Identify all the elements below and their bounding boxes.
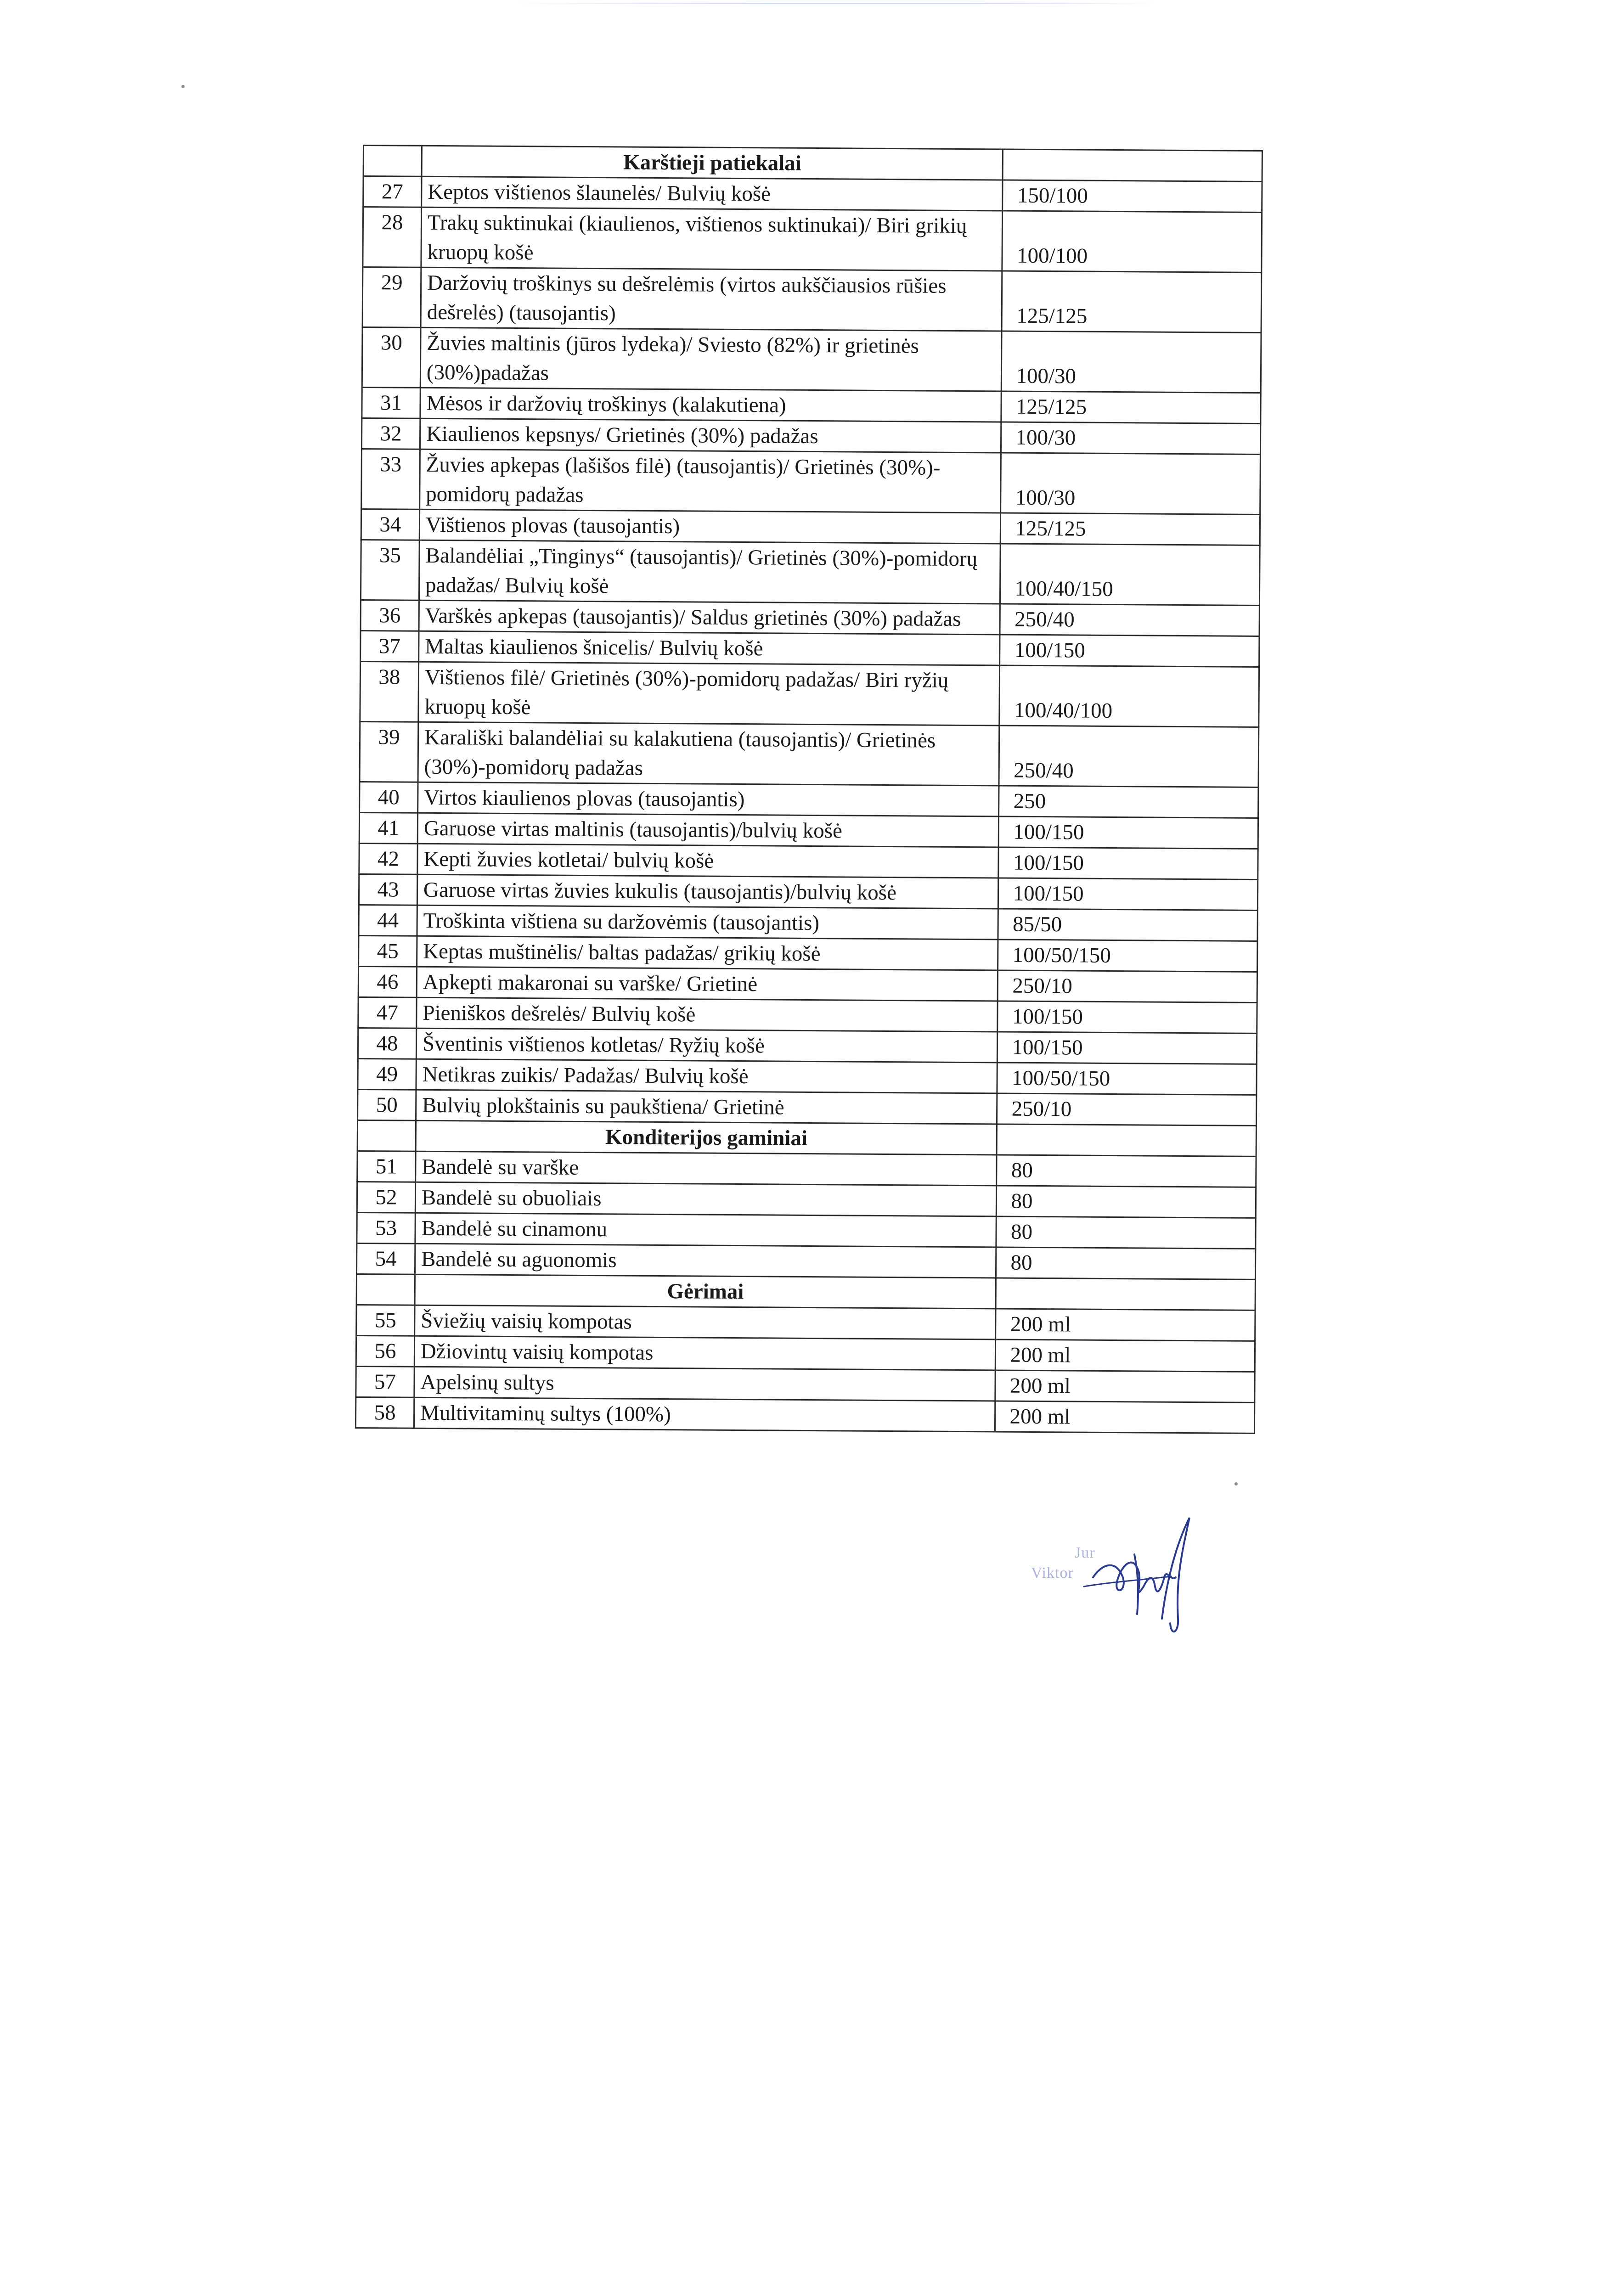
dish-name: Keptas muštinėlis/ baltas padažas/ grikių košė [417,936,998,970]
dish-name: Netikras zuikis/ Padažas/ Bulvių košė [416,1059,998,1093]
portion-size: 80 [997,1155,1256,1187]
row-number: 58 [355,1397,414,1428]
table-row [357,1182,1256,1218]
dish-name: Vištienos filė/ Grietinės (30%)-pomidorų padažas/ Biri ryžių kruopų košė [418,662,1000,726]
dish-name: Varškės apkepas (tausojantis)/ Saldus grietinės (30%) padažas [419,600,1000,635]
portion-size: 100/150 [999,816,1258,849]
scan-edge-mark [514,3,1157,4]
row-number: 48 [358,1028,416,1059]
dish-name: Bulvių plokštainis su paukštiena/ Grietinė [416,1090,997,1124]
dish-name: Žuvies apkepas (lašišos filė) (tausojantis)/ Grietinės (30%)-pomidorų padažas [420,449,1001,513]
section-header-row [356,1274,1255,1310]
dish-name: Garuose virtas žuvies kukulis (tausojantis)/bulvių košė [417,874,998,909]
portion-size: 250/10 [998,970,1257,1002]
scan-speck [181,85,185,88]
row-number: 29 [362,267,421,328]
menu-table [355,145,1263,1434]
portion-size: 125/125 [1002,271,1262,332]
row-number: 36 [361,600,419,631]
row-number: 28 [363,207,422,268]
dish-name: Džiovintų vaisių kompotas [414,1336,996,1370]
table-row [357,1151,1256,1187]
table-row [362,327,1261,393]
row-number: 35 [361,540,419,600]
dish-name: Garuose virtas maltinis (tausojantis)/bulvių košė [417,813,999,847]
row-number: 50 [358,1089,416,1120]
row-number: 30 [362,327,421,388]
table-row [361,509,1260,545]
portion-size: 100/150 [998,1001,1257,1033]
table-row [359,812,1258,849]
portion-size: 85/50 [998,909,1257,941]
portion-size: 100/150 [998,847,1258,879]
dish-name: Daržovių troškinys su dešrelėmis (virtos aukščiausios rūšies dešrelės) (tausojantis) [421,267,1002,331]
table-row [359,935,1257,972]
portion-size: 100/100 [1002,211,1262,272]
dish-name: Pieniškos dešrelės/ Bulvių košė [417,997,998,1032]
scan-speck [1234,1482,1238,1486]
portion-size: 100/150 [998,1032,1257,1064]
row-number: 39 [360,721,418,782]
row-number: 45 [359,935,417,967]
table-row [360,782,1258,818]
dish-name: Bandelė su varške [416,1151,997,1186]
portion-size: 200 ml [996,1309,1255,1341]
portion-size: 100/50/150 [998,940,1257,972]
table-row [356,1243,1255,1279]
table-row [361,449,1261,514]
dish-name: Šviežių vaisių kompotas [415,1305,996,1339]
table-row [356,1366,1255,1402]
section-header-qty-cell [996,1278,1256,1310]
stamp-line-2: Viktor [1031,1564,1074,1581]
row-number: 54 [356,1243,415,1274]
portion-size: 80 [997,1186,1256,1218]
portion-size: 250/10 [997,1093,1257,1125]
handwritten-signature [1024,1508,1222,1642]
table-row [359,905,1257,941]
row-number: 38 [360,661,419,722]
row-number: 47 [358,997,417,1028]
table-row [361,600,1259,636]
row-number: 37 [361,630,419,662]
row-number: 33 [361,449,420,509]
portion-size: 200 ml [995,1401,1255,1433]
table-row [356,1335,1255,1372]
table-row [358,997,1257,1033]
section-header-qty-cell [1003,149,1263,181]
section-header-qty-cell [997,1124,1257,1156]
dish-name: Kepti žuvies kotletai/ bulvių košė [417,844,999,878]
section-header-row [363,146,1262,182]
section-title: Konditerijos gaminiai [416,1120,997,1155]
portion-size: 250 [999,786,1258,818]
row-number: 52 [357,1182,415,1213]
portion-size: 150/100 [1003,180,1262,212]
dish-name: Maltas kiaulienos šnicelis/ Bulvių košė [419,631,1000,665]
dish-name: Žuvies maltinis (jūros lydeka)/ Sviesto (82%) ir grietinės (30%)padažas [420,327,1002,391]
table-row [362,387,1261,423]
row-number: 51 [357,1151,416,1182]
row-number: 44 [359,905,417,936]
row-number: 42 [359,843,417,874]
table-row [361,540,1260,605]
portion-size: 100/30 [1001,422,1261,454]
dish-name: Mėsos ir daržovių troškinys (kalakutiena) [420,388,1002,422]
row-number: 31 [362,387,420,418]
row-number: 27 [363,176,422,208]
dish-name: Multivitaminų sultys (100%) [414,1397,995,1432]
row-number: 56 [356,1335,414,1367]
table-row [359,874,1257,910]
portion-size: 250/40 [1000,604,1259,636]
row-number: 43 [359,874,417,905]
portion-size: 80 [996,1247,1256,1279]
table-row [355,1397,1254,1433]
menu-table-body [355,146,1262,1434]
table-row [363,176,1262,213]
portion-size: 100/30 [1001,453,1260,514]
portion-size: 100/150 [1000,635,1259,667]
dish-name: Bandelė su cinamonu [415,1213,997,1247]
row-number: 49 [358,1058,416,1090]
dish-name: Keptos vištienos šlaunelės/ Bulvių košė [422,176,1003,211]
stamp-line-1: Jur [1075,1544,1095,1561]
portion-size: 200 ml [996,1339,1255,1372]
dish-name: Kiaulienos kepsnys/ Grietinės (30%) padažas [420,418,1001,453]
portion-size: 100/30 [1002,331,1261,393]
dish-name: Bandelė su aguonomis [415,1244,996,1278]
table-row [363,207,1262,273]
section-title: Gėrimai [415,1274,996,1309]
table-row [358,1058,1257,1095]
table-row [360,661,1259,727]
section-header-num-cell [357,1120,416,1151]
row-number: 46 [358,966,417,997]
table-row [358,1089,1257,1125]
table-row [361,630,1259,667]
table-row [361,418,1260,454]
dish-name: Virtos kiaulienos plovas (tausojantis) [418,782,999,816]
table-row [357,1212,1256,1249]
row-number: 34 [361,509,419,540]
portion-size: 100/40/100 [999,665,1259,727]
dish-name: Karališki balandėliai su kalakutiena (tausojantis)/ Grietinės (30%)-pomidorų padažas [418,722,999,786]
dish-name: Apkepti makaronai su varške/ Grietinė [417,967,998,1001]
row-number: 57 [356,1366,414,1397]
dish-name: Balandėliai „Tinginys“ (tausojantis)/ Grietinės (30%)-pomidorų padažas/ Bulvių košė [419,540,1000,604]
section-header-row [357,1120,1256,1156]
portion-size: 80 [996,1216,1256,1249]
row-number: 53 [357,1212,415,1244]
row-number: 55 [356,1305,415,1336]
portion-size: 100/150 [998,878,1258,910]
dish-name: Trakų suktinukai (kiaulienos, vištienos suktinukai)/ Biri grikių kruopų košė [421,207,1003,271]
table-row [362,267,1262,333]
row-number: 40 [360,782,418,813]
dish-name: Šventinis vištienos kotletas/ Ryžių košė [416,1028,998,1063]
portion-size: 200 ml [995,1370,1255,1402]
section-header-num-cell [356,1274,415,1305]
portion-size: 125/125 [1001,391,1261,423]
table-row [358,966,1257,1002]
dish-name: Bandelė su obuoliais [415,1182,997,1216]
row-number: 32 [361,418,420,449]
dish-name: Troškinta vištiena su daržovėmis (tausojantis) [417,905,998,940]
portion-size: 100/40/150 [1000,544,1260,605]
portion-size: 100/50/150 [997,1063,1257,1095]
portion-size: 125/125 [1001,513,1260,545]
table-row [358,1028,1257,1064]
portion-size: 250/40 [999,726,1258,787]
table-row [360,721,1259,787]
section-header-num-cell [363,146,422,177]
dish-name: Vištienos plovas (tausojantis) [419,509,1001,544]
table-row [356,1305,1255,1341]
row-number: 41 [359,812,417,844]
dish-name: Apelsinų sultys [414,1367,996,1401]
section-title: Karštieji patiekalai [422,146,1003,180]
table-row [359,843,1258,879]
